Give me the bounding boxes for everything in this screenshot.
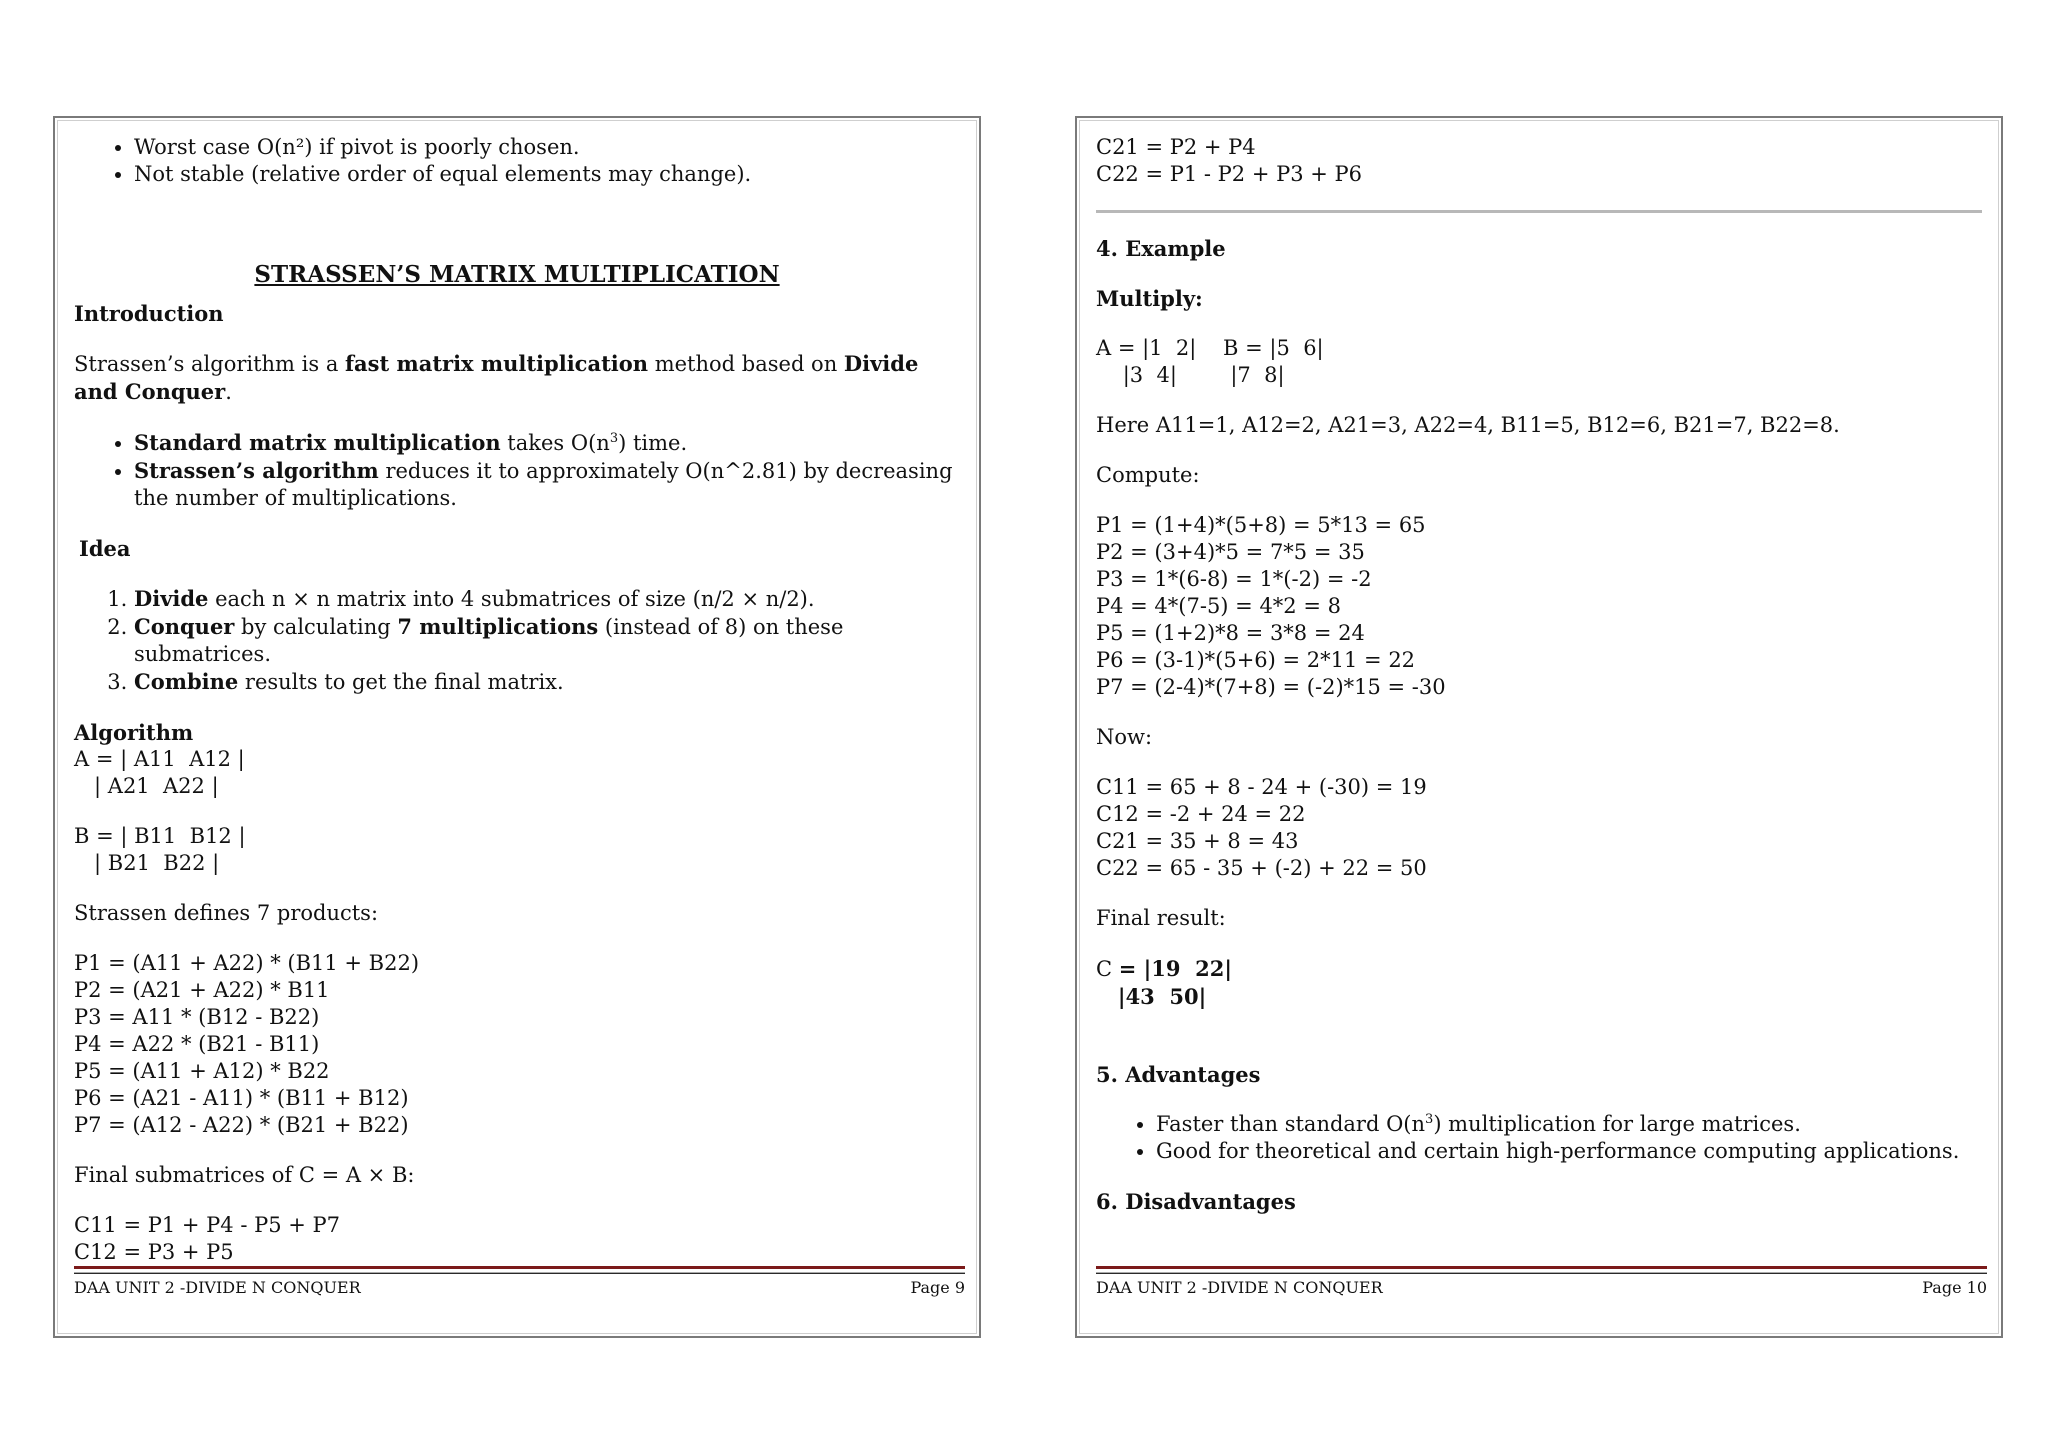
footer-rule xyxy=(1096,1266,1987,1274)
c-value-line: C22 = 65 - 35 + (-2) + 22 = 50 xyxy=(1096,856,1427,880)
idea-list xyxy=(74,585,960,696)
matrix-a-line: A = | A11 A12 | xyxy=(74,747,245,771)
final-line: C12 = P3 + P5 xyxy=(74,1240,234,1264)
product-line: P2 = (A21 + A22) * B11 xyxy=(74,978,330,1002)
footer-title: DAA UNIT 2 -DIVIDE N CONQUER xyxy=(1096,1278,1383,1297)
p-value-line: P7 = (2-4)*(7+8) = (-2)*15 = -30 xyxy=(1096,675,1446,699)
products-intro: Strassen defines 7 products: xyxy=(74,901,379,925)
list-item: • Worst case O(n²) if pivot is poorly chosen. xyxy=(134,134,960,161)
example-matrices-line: |3 4| |7 8| xyxy=(1096,363,1285,387)
p-value-line: P3 = 1*(6-8) = 1*(-2) = -2 xyxy=(1096,567,1372,591)
example-heading: 4. Example xyxy=(1096,236,1226,261)
p-value-line: P5 = (1+2)*8 = 3*8 = 24 xyxy=(1096,621,1365,645)
matrix-b-line: | B21 B22 | xyxy=(74,851,220,875)
p-value-line: P4 = 4*(7-5) = 4*2 = 8 xyxy=(1096,594,1341,618)
final-result-label: Final result: xyxy=(1096,906,1226,930)
introduction-heading: Introduction xyxy=(74,301,224,326)
result-matrix-line: C = |19 22| xyxy=(1096,956,1233,981)
compute-label: Compute: xyxy=(1096,463,1200,487)
list-item: 1. Divide each n × n matrix into 4 submatrices of size (n/2 × n/2). xyxy=(134,585,960,613)
list-item: 2. Conquer by calculating 7 multiplications (instead of 8) on these submatrices. xyxy=(134,613,960,668)
p-value-line: P2 = (3+4)*5 = 7*5 = 35 xyxy=(1096,540,1365,564)
p-value-line: P1 = (1+4)*(5+8) = 5*13 = 65 xyxy=(1096,513,1426,537)
product-line: P7 = (A12 - A22) * (B21 + B22) xyxy=(74,1113,409,1137)
p-value-line: P6 = (3-1)*(5+6) = 2*11 = 22 xyxy=(1096,648,1416,672)
formula-line: C21 = P2 + P4 xyxy=(1096,135,1256,159)
intro-paragraph: Strassen’s algorithm is a fast matrix multiplication method based on Divide and Conquer. xyxy=(74,351,919,404)
c-value-line: C12 = -2 + 24 = 22 xyxy=(1096,802,1306,826)
formula-line: C22 = P1 - P2 + P3 + P6 xyxy=(1096,162,1363,186)
list-item: 3. Combine results to get the final matrix. xyxy=(134,668,960,696)
page-footer xyxy=(74,1278,965,1297)
now-label: Now: xyxy=(1096,725,1153,749)
list-item: • Good for theoretical and certain high-performance computing applications. xyxy=(1156,1138,1982,1165)
product-line: P6 = (A21 - A11) * (B11 + B12) xyxy=(74,1086,409,1110)
c-value-line: C21 = 35 + 8 = 43 xyxy=(1096,829,1299,853)
horizontal-divider xyxy=(1096,210,1982,213)
page-10-content xyxy=(1096,134,1982,1215)
example-matrices-line: A = |1 2| B = |5 6| xyxy=(1096,336,1324,360)
matrix-a-line: | A21 A22 | xyxy=(74,774,219,798)
c-value-line: C11 = 65 + 8 - 24 + (-30) = 19 xyxy=(1096,775,1427,799)
page-10 xyxy=(1075,116,2003,1338)
product-line: P1 = (A11 + A22) * (B11 + B22) xyxy=(74,951,420,975)
idea-heading: Idea xyxy=(79,536,131,561)
list-item: • Strassen’s algorithm reduces it to approximately O(n^2.81) by decreasing the number of multiplications. xyxy=(134,457,960,512)
list-item: • Standard matrix multiplication takes $O(n^3)$ time. xyxy=(134,429,960,457)
product-line: P5 = (A11 + A12) * B22 xyxy=(74,1059,330,1083)
final-intro: Final submatrices of C = A × B: xyxy=(74,1163,415,1187)
multiply-label: Multiply: xyxy=(1096,286,1203,311)
advantages-heading: 5. Advantages xyxy=(1096,1062,1261,1087)
section-title: STRASSEN’S MATRIX MULTIPLICATION xyxy=(254,261,780,288)
footer-title: DAA UNIT 2 -DIVIDE N CONQUER xyxy=(74,1278,361,1297)
footer-rule xyxy=(74,1266,965,1274)
intro-bullets xyxy=(74,429,960,512)
list-item: • Faster than standard $O(n^3)$ multiplication for large matrices. xyxy=(1156,1111,1982,1138)
list-item: • Not stable (relative order of equal elements may change). xyxy=(134,161,960,188)
page-footer xyxy=(1096,1278,1987,1297)
disadvantages-heading: 6. Disadvantages xyxy=(1096,1189,1296,1214)
page-number: Page 9 xyxy=(910,1278,965,1297)
product-line: P3 = A11 * (B12 - B22) xyxy=(74,1005,320,1029)
product-line: P4 = A22 * (B21 - B11) xyxy=(74,1032,320,1056)
result-matrix-line: |43 50| xyxy=(1096,984,1207,1009)
page-number: Page 10 xyxy=(1922,1278,1987,1297)
page-9-content xyxy=(74,134,960,1266)
final-line: C11 = P1 + P4 - P5 + P7 xyxy=(74,1213,341,1237)
page-9 xyxy=(53,116,981,1338)
advantages-list xyxy=(1096,1111,1982,1165)
algorithm-heading: Algorithm xyxy=(74,720,194,745)
matrix-b-line: B = | B11 B12 | xyxy=(74,824,246,848)
here-line: Here A11=1, A12=2, A21=3, A22=4, B11=5, B12=6, B21=7, B22=8. xyxy=(1096,413,1840,437)
quicksort-notes-list xyxy=(74,134,960,188)
